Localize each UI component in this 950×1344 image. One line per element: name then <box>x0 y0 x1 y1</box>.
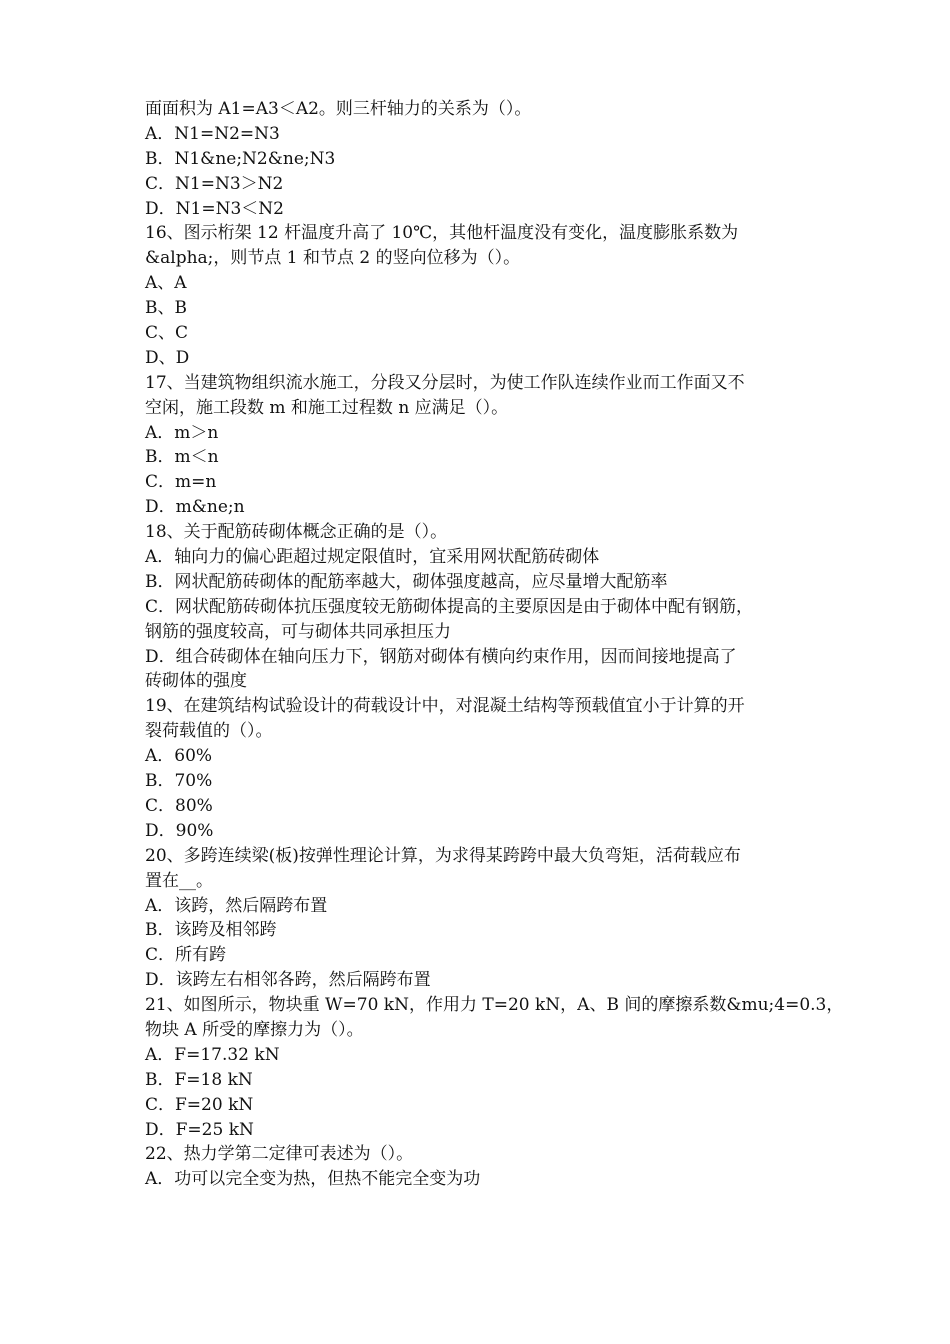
option-line: D．F=25 kN <box>145 1119 254 1140</box>
option-line: B．网状配筋砖砌体的配筋率越大，砌体强度越高，应尽量增大配筋率 <box>145 571 668 592</box>
option-line: A．该跨，然后隔跨布置 <box>145 895 328 916</box>
option-line: C．网状配筋砖砌体抗压强度较无筋砌体提高的主要原因是由于砌体中配有钢筋， <box>145 596 754 617</box>
option-line: A．轴向力的偏心距超过规定限值时，宜采用网状配筋砖砌体 <box>145 547 600 568</box>
question-21-line: 物块 A 所受的摩擦力为（）。 <box>145 1019 364 1040</box>
question-16-line: 16、图示桁架 12 杆温度升高了 10℃，其他杆温度没有变化，温度膨胀系数为 <box>145 223 739 244</box>
question-19-line: 裂荷载值的（）。 <box>145 721 273 742</box>
option-line: C、C <box>145 323 189 344</box>
question-22-line: 22、热力学第二定律可表述为（）。 <box>145 1144 414 1165</box>
option-line: B．70% <box>145 771 213 792</box>
option-line: C．N1=N3＞N2 <box>145 173 284 194</box>
option-line: D．该跨左右相邻各跨，然后隔跨布置 <box>145 970 431 991</box>
option-line: B．F=18 kN <box>145 1069 253 1090</box>
text-line: 面面积为 A1=A3＜A2。则三杆轴力的关系为（）。 <box>145 99 532 119</box>
question-17-line: 17、当建筑物组织流水施工，分段又分层时，为使工作队连续作业而工作面又不 <box>145 372 745 393</box>
option-line: A、A <box>145 273 187 294</box>
option-line: B．m＜n <box>145 447 219 468</box>
option-line: 钢筋的强度较高，可与砌体共同承担压力 <box>145 621 451 642</box>
question-16-line: &alpha;，则节点 1 和节点 2 的竖向位移为（）。 <box>145 248 521 269</box>
option-line: C．所有跨 <box>145 945 227 966</box>
option-line: A．60% <box>145 746 213 767</box>
option-line: D．组合砖砌体在轴向压力下，钢筋对砌体有横向约束作用，因而间接地提高了 <box>145 646 737 667</box>
option-line: C．80% <box>145 795 213 816</box>
option-line: 砖砌体的强度 <box>145 671 247 692</box>
option-line: D．90% <box>145 820 214 841</box>
question-18-line: 18、关于配筋砖砌体概念正确的是（）。 <box>145 522 448 543</box>
question-20-line: 置在__。 <box>145 870 213 891</box>
option-line: B．该跨及相邻跨 <box>145 920 277 941</box>
option-line: D、D <box>145 347 190 368</box>
option-line: A．m＞n <box>145 422 219 443</box>
option-line: C．m=n <box>145 472 217 493</box>
option-line: D．m&ne;n <box>145 497 245 518</box>
question-20-line: 20、多跨连续梁(板)按弹性理论计算，为求得某跨跨中最大负弯矩，活荷载应布 <box>145 845 741 866</box>
option-line: B、B <box>145 298 187 319</box>
option-line: A．N1=N2=N3 <box>145 123 280 144</box>
document-page <box>145 97 844 1192</box>
question-19-line: 19、在建筑结构试验设计的荷载设计中，对混凝土结构等预载值宜小于计算的开 <box>145 696 745 717</box>
question-21-line: 21、如图所示，物块重 W=70 kN，作用力 T=20 kN，A、B 间的摩擦系数&mu;4=0.3， <box>145 995 844 1016</box>
option-line: C．F=20 kN <box>145 1094 254 1115</box>
option-line: A．功可以完全变为热，但热不能完全变为功 <box>145 1169 481 1190</box>
question-17-line: 空闲，施工段数 m 和施工过程数 n 应满足（）。 <box>145 397 509 418</box>
option-line: D．N1=N3＜N2 <box>145 198 284 219</box>
option-line: B．N1&ne;N2&ne;N3 <box>145 148 336 169</box>
option-line: A．F=17.32 kN <box>145 1044 280 1065</box>
